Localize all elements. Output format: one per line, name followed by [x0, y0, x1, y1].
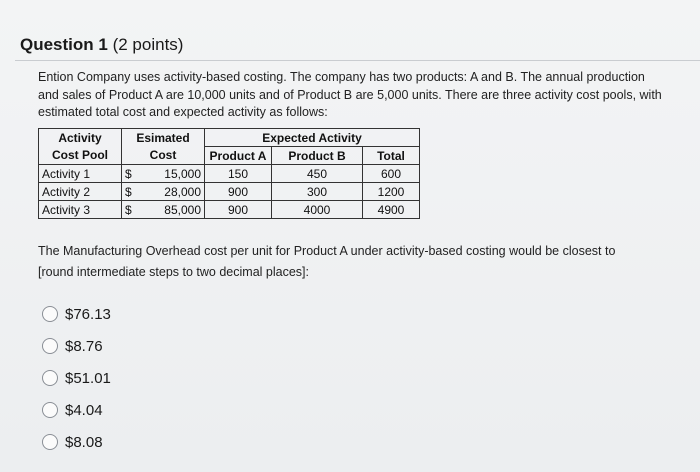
question-text: The Manufacturing Overhead cost per unit for Product A under activity-based costing would be closest to [round intermediate steps to two decimal places]: — [38, 244, 616, 279]
answer-label[interactable]: $8.08 — [65, 433, 103, 451]
header-product-a: Product A — [205, 147, 272, 165]
cell-product-b: 4000 — [272, 201, 363, 219]
answer-label[interactable]: $51.01 — [65, 369, 111, 387]
answer-label[interactable]: $8.76 — [65, 337, 103, 355]
cell-dollar: $ — [122, 183, 145, 201]
answer-option[interactable] — [42, 330, 111, 362]
activity-table — [38, 128, 420, 219]
header-product-b: Product B — [272, 147, 363, 165]
radio-button[interactable] — [42, 434, 58, 450]
cell-product-b: 300 — [272, 183, 363, 201]
header-activity: Activity — [39, 129, 122, 147]
question-points: (2 points) — [112, 35, 184, 54]
cell-pool: Activity 3 — [39, 201, 122, 219]
answer-label[interactable]: $76.13 — [65, 305, 111, 323]
cell-product-a: 150 — [205, 165, 272, 183]
cell-product-a: 900 — [205, 183, 272, 201]
radio-button[interactable] — [42, 402, 58, 418]
radio-button[interactable] — [42, 370, 58, 386]
question-header — [20, 35, 183, 55]
cell-dollar: $ — [122, 165, 145, 183]
cell-total: 4900 — [363, 201, 420, 219]
cell-total: 1200 — [363, 183, 420, 201]
cell-dollar: $ — [122, 201, 145, 219]
cell-cost: 28,000 — [144, 183, 205, 201]
header-expected-activity: Expected Activity — [205, 129, 420, 147]
table-row — [39, 201, 420, 219]
answer-option[interactable] — [42, 362, 111, 394]
cell-cost: 15,000 — [144, 165, 205, 183]
header-total: Total — [363, 147, 420, 165]
header-cost: Cost — [122, 147, 205, 165]
cell-product-b: 450 — [272, 165, 363, 183]
answer-option[interactable] — [42, 394, 111, 426]
table-header-row — [39, 129, 420, 147]
cell-product-a: 900 — [205, 201, 272, 219]
table-subheader-row — [39, 147, 420, 165]
cell-cost: 85,000 — [144, 201, 205, 219]
answer-option[interactable] — [42, 426, 111, 458]
answer-option[interactable] — [42, 298, 111, 330]
radio-button[interactable] — [42, 338, 58, 354]
header-divider — [15, 60, 700, 61]
radio-button[interactable] — [42, 306, 58, 322]
answer-options — [42, 298, 111, 458]
question-number: Question 1 — [20, 35, 108, 54]
cell-total: 600 — [363, 165, 420, 183]
cell-pool: Activity 2 — [39, 183, 122, 201]
table-row — [39, 183, 420, 201]
question-prompt: Ention Company uses activity-based costing. The company has two products: A and B. The annual production and sales of Product A are 10,000 units and of Product B are 5,000 units. There are three activity cost pools, with estimated total cost and expected activity as follows: — [38, 70, 662, 119]
header-estimated: Esimated — [122, 129, 205, 147]
cell-pool: Activity 1 — [39, 165, 122, 183]
header-cost-pool: Cost Pool — [39, 147, 122, 165]
answer-label[interactable]: $4.04 — [65, 401, 103, 419]
table-row — [39, 165, 420, 183]
